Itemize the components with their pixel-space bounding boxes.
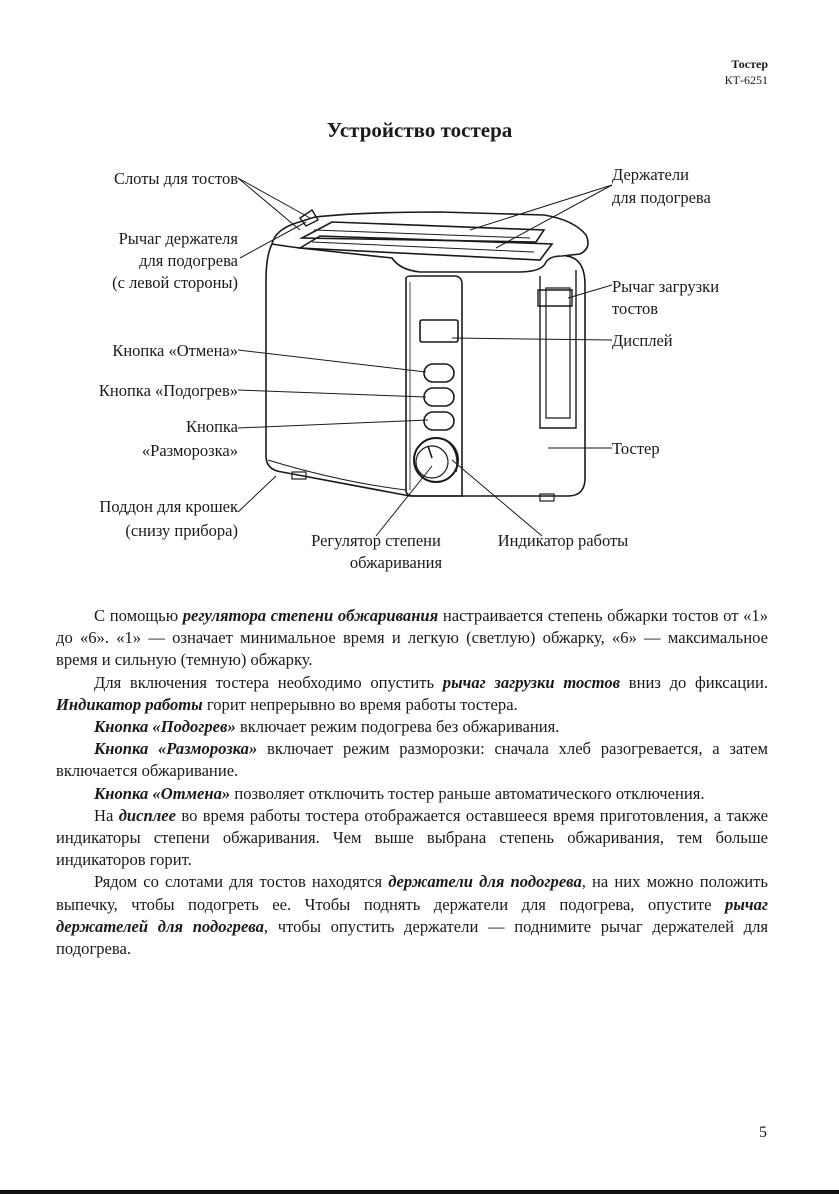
paragraph — [56, 738, 768, 782]
label-slots: Слоты для тостов — [113, 169, 238, 188]
paragraph — [56, 871, 768, 960]
emphasis-term: дисплее — [118, 805, 177, 825]
label-warm-lever-2: для подогрева — [139, 251, 238, 270]
paragraph — [56, 716, 768, 738]
label-defrost-button-2: «Разморозка» — [141, 441, 238, 460]
reheat-button — [424, 388, 454, 406]
paragraph-text: , на них можно положить выпечку, чтобы подогреть ее. Чтобы поднять держатели для подогрева, опустите — [56, 872, 768, 914]
label-holders-1: Держатели — [612, 165, 689, 184]
label-warm-lever-3: (с левой стороны) — [112, 273, 238, 292]
toaster-body — [266, 244, 585, 496]
paragraph-text: во время работы тостера отображается оставшееся время приготовления, а также индикаторы степени обжаривания. Чем выше выбрана степень обжаривания, тем больше индикаторов горит. — [56, 805, 769, 870]
cancel-button — [424, 364, 454, 382]
paragraph-text: горит непрерывно во время работы тостера. — [202, 694, 518, 714]
label-browning-1: Регулятор степени — [311, 531, 441, 550]
paragraph — [56, 805, 768, 872]
bottom-rule — [0, 1190, 839, 1194]
header-model: КТ-6251 — [724, 73, 768, 87]
label-load-lever-1: Рычаг загрузки — [612, 277, 720, 296]
paragraph-text: настраивается степень обжарки тостов от «1» до «6». «1» — означает минимальное время и легкую (светлую) обжарку, «6» — максимальное время и сильную (темную) обжарку. — [56, 606, 768, 670]
paragraph-text: включает режим подогрева без обжаривания. — [235, 717, 560, 737]
paragraph-text: позволяет отключить тостер раньше автоматического отключения. — [230, 783, 705, 803]
defrost-button — [424, 412, 454, 430]
label-crumb-tray-2: (снизу прибора) — [125, 521, 238, 540]
display-screen — [420, 320, 458, 342]
label-toaster: Тостер — [612, 439, 660, 458]
page-title: Устройство тостера — [326, 118, 513, 142]
label-holders-2: для подогрева — [612, 188, 711, 207]
emphasis-term: Кнопка «Отмена» — [94, 783, 231, 803]
label-defrost-button-1: Кнопка — [185, 417, 238, 436]
paragraph-text: Рядом со слотами для тостов находятся — [94, 872, 389, 892]
paragraph — [56, 783, 768, 805]
paragraph-text: На — [94, 805, 119, 825]
label-browning-2: обжаривания — [349, 553, 443, 572]
label-crumb-tray-1: Поддон для крошек — [99, 497, 238, 516]
leader-lines — [238, 178, 612, 536]
toaster-diagram — [0, 160, 839, 580]
load-lever-slot — [546, 288, 570, 418]
body-text — [56, 605, 768, 960]
label-reheat-button: Кнопка «Подогрев» — [98, 381, 238, 400]
toaster-slot-2 — [300, 236, 552, 260]
paragraph-text: Для включения тостера необходимо опустить — [94, 672, 443, 692]
emphasis-term: Кнопка «Подогрев» — [94, 717, 236, 737]
label-warm-lever-1: Рычаг держателя — [118, 229, 238, 248]
label-indicator: Индикатор работы — [497, 531, 629, 550]
emphasis-term: держатели для подогрева — [388, 872, 582, 892]
paragraph-text: С помощью — [94, 606, 183, 625]
document-header — [725, 56, 768, 88]
header-product: Тостер — [731, 57, 768, 71]
paragraph-text: вниз до фиксации. — [620, 672, 768, 692]
paragraph-text: включает режим разморозки: сначала хлеб разогревается, а затем включается обжаривание. — [56, 739, 768, 781]
paragraph — [56, 605, 768, 672]
toaster-foot-2 — [540, 494, 554, 501]
toaster-illustration — [266, 210, 588, 501]
emphasis-term: Индикатор работы — [56, 694, 203, 714]
page-number: 5 — [759, 1124, 767, 1141]
paragraph — [56, 672, 768, 716]
load-lever — [538, 290, 572, 306]
label-cancel-button: Кнопка «Отмена» — [112, 341, 238, 360]
emphasis-term: регулятора степени обжаривания — [182, 606, 439, 625]
emphasis-term: Кнопка «Разморозка» — [94, 739, 258, 759]
label-display: Дисплей — [612, 331, 673, 350]
emphasis-term: рычаг держателей для подогрева — [56, 894, 768, 936]
label-load-lever-2: тостов — [612, 299, 659, 318]
emphasis-term: рычаг загрузки тостов — [442, 672, 621, 692]
paragraph-text: , чтобы опустить держатели — поднимите рычаг держателей для подогрева. — [56, 916, 769, 959]
